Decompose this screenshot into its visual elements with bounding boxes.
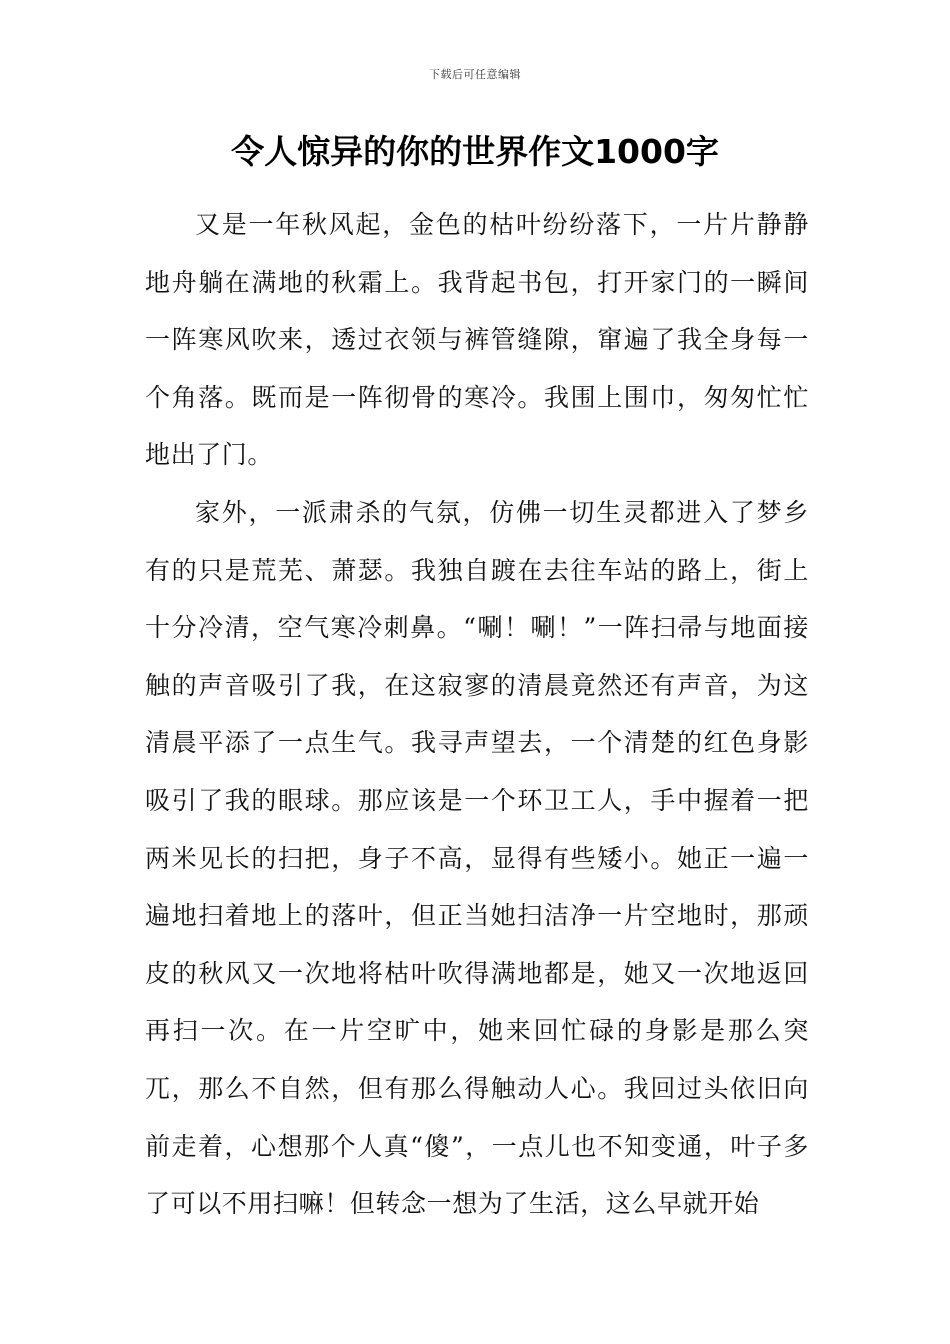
essay-title: 令人惊异的你的世界作文1000字 — [231, 132, 719, 171]
paragraph-2: 家外，一派肃杀的气氛，仿佛一切生灵都进入了梦乡有的只是荒芜、萧瑟。我独自踱在去往车站的路上，街上十分冷清，空气寒冷刺鼻。“唰！唰！”一阵扫帚与地面接触的声音吸引了我，在这寂寥的清晨竟然还有声音，为这清晨平添了一点生气。我寻声望去，一个清楚的红色身影吸引了我的眼球。那应该是一个环卫工人，手中握着一把两米见长的扫把，身子不高，显得有些矮小。她正一遍一遍地扫着地上的落叶，但正当她扫洁净一片空地时，那顽皮的秋风又一次地将枯叶吹得满地都是，她又一次地返回再扫一次。在一片空旷中，她来回忙碌的身影是那么突兀，那么不自然，但有那么得触动人心。我回过头依旧向前走着，心想那个人真“傻”，一点儿也不知变通，叶子多了可以不用扫嘛！但转念一想为了生活，这么早就开始 — [145, 497, 809, 1219]
essay-body — [145, 196, 809, 1233]
header-note: 下载后可任意编辑 — [429, 68, 521, 81]
paragraph-1: 又是一年秋风起，金色的枯叶纷纷落下，一片片静静地舟躺在满地的秋霜上。我背起书包，打开家门的一瞬间一阵寒风吹来，透过衣领与裤管缝隙，窜遍了我全身每一个角落。既而是一阵彻骨的寒冷。我围上围巾，匆匆忙忙地出了门。 — [145, 210, 809, 470]
